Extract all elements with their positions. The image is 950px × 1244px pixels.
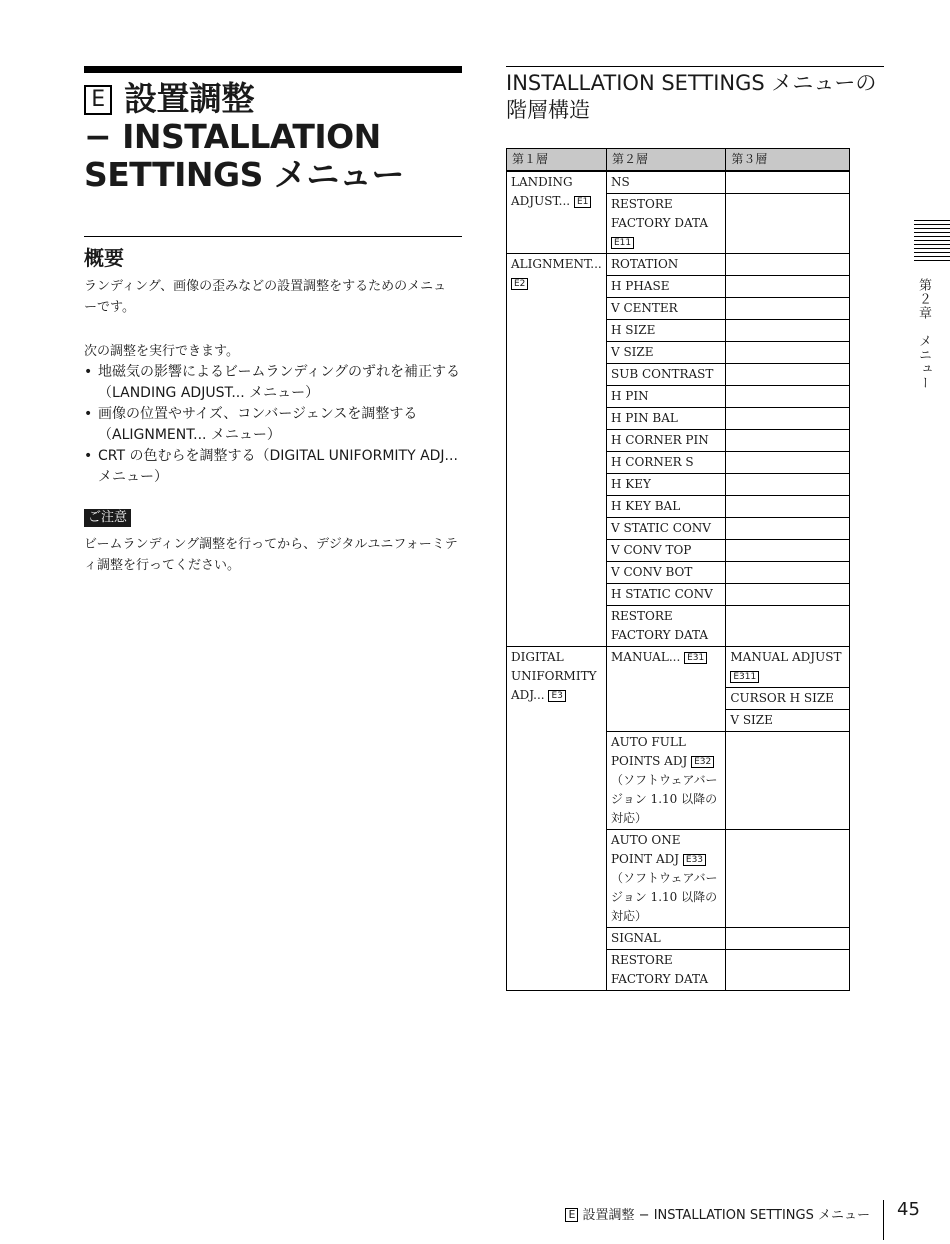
table-row — [507, 254, 850, 276]
table-cell: H PIN BAL — [606, 408, 725, 430]
ref-tag: E1 — [574, 196, 591, 208]
hierarchy-rule — [506, 66, 884, 67]
table-cell: CURSOR H SIZE — [726, 688, 850, 710]
ref-tag: E2 — [511, 278, 528, 290]
overview-intro: ランディング、画像の歪みなどの設置調整をするためのメニューです。 — [84, 279, 447, 315]
table-cell: H STATIC CONV — [606, 584, 725, 606]
table-cell: V STATIC CONV — [606, 518, 725, 540]
table-cell: H PIN — [606, 386, 725, 408]
table-cell: AUTO ONE POINT ADJ E33（ソフトウェアバージョン 1.10 以降の対応） — [606, 830, 725, 928]
table-cell: V CONV BOT — [606, 562, 725, 584]
list-item: • CRT の色むらを調整する（DIGITAL UNIFORMITY ADJ... メニュー） — [84, 446, 464, 488]
table-cell: RESTORE FACTORY DATA — [606, 950, 725, 991]
overview-heading: 概要 — [84, 246, 124, 270]
table-cell: H CORNER S — [606, 452, 725, 474]
ref-tag: E11 — [611, 237, 634, 249]
footer-letter-box: E — [565, 1208, 578, 1222]
table-cell: SUB CONTRAST — [606, 364, 725, 386]
notice-text: ビームランディング調整を行ってから、デジタルユニフォーミティ調整を行ってください。 — [84, 537, 458, 573]
section-title — [84, 80, 464, 194]
title-line-1: 設置調整 — [124, 79, 254, 118]
header-level-2: 第２層 — [606, 149, 725, 172]
footer-running-title: E 設置調整 − INSTALLATION SETTINGS メニュー — [565, 1204, 870, 1223]
title-line-3: SETTINGS メニュー — [84, 155, 404, 194]
table-cell: H CORNER PIN — [606, 430, 725, 452]
title-rule — [84, 66, 462, 73]
table-cell: SIGNAL — [606, 928, 725, 950]
ref-tag: E3 — [548, 690, 565, 702]
title-line-2: − INSTALLATION — [84, 117, 381, 156]
list-item: • 画像の位置やサイズ、コンバージェンスを調整する（ALIGNMENT... メニュー） — [84, 404, 464, 446]
table-cell: V SIZE — [726, 710, 850, 732]
table-cell: H KEY BAL — [606, 496, 725, 518]
header-level-3: 第３層 — [726, 149, 850, 172]
table-header-row — [507, 149, 850, 172]
table-cell: V SIZE — [606, 342, 725, 364]
table-cell: H PHASE — [606, 276, 725, 298]
notice-label: ご注意 — [84, 509, 131, 527]
table-cell: H SIZE — [606, 320, 725, 342]
table-cell: H KEY — [606, 474, 725, 496]
table-cell: RESTORE FACTORY DATA — [606, 606, 725, 647]
list-item: • 地磁気の影響によるビームランディングのずれを補正する（LANDING ADJUST... メニュー） — [84, 362, 464, 404]
landing-adjust-cell: LANDING ADJUST... E1 — [507, 171, 607, 254]
ref-tag: E311 — [730, 671, 759, 683]
table-cell: MANUAL ADJUST E311 — [726, 647, 850, 688]
chapter-tab-label: 第２章 メニュー — [916, 278, 931, 390]
table-cell: V CENTER — [606, 298, 725, 320]
ref-tag: E32 — [691, 756, 714, 768]
table-row — [507, 171, 850, 194]
table-cell: AUTO FULL POINTS ADJ E32（ソフトウェアバージョン 1.10 以降の対応） — [606, 732, 725, 830]
ref-tag: E33 — [683, 854, 706, 866]
table-cell: ROTATION — [606, 254, 725, 276]
adjust-list — [84, 362, 464, 488]
overview-rule — [84, 236, 462, 237]
table-cell: V CONV TOP — [606, 540, 725, 562]
alignment-cell: ALIGNMENT... E2 — [507, 254, 607, 647]
chapter-tab-lines — [914, 220, 950, 264]
manual-cell: MANUAL... E31 — [606, 647, 725, 732]
page-number: 45 — [897, 1199, 920, 1220]
hierarchy-title: INSTALLATION SETTINGS メニューの階層構造 — [506, 71, 877, 122]
digital-uniformity-cell: DIGITAL UNIFORMITY ADJ... E3 — [507, 647, 607, 991]
footer-rule — [883, 1200, 884, 1240]
header-level-1: 第１層 — [507, 149, 607, 172]
ref-tag: E31 — [684, 652, 707, 664]
section-letter-box: E — [84, 85, 112, 115]
table-cell: RESTORE FACTORY DATA E11 — [606, 194, 725, 254]
table-row — [507, 647, 850, 688]
table-cell: NS — [606, 171, 725, 194]
menu-hierarchy-table — [506, 148, 850, 991]
adjust-lead: 次の調整を実行できます。 — [84, 344, 239, 359]
